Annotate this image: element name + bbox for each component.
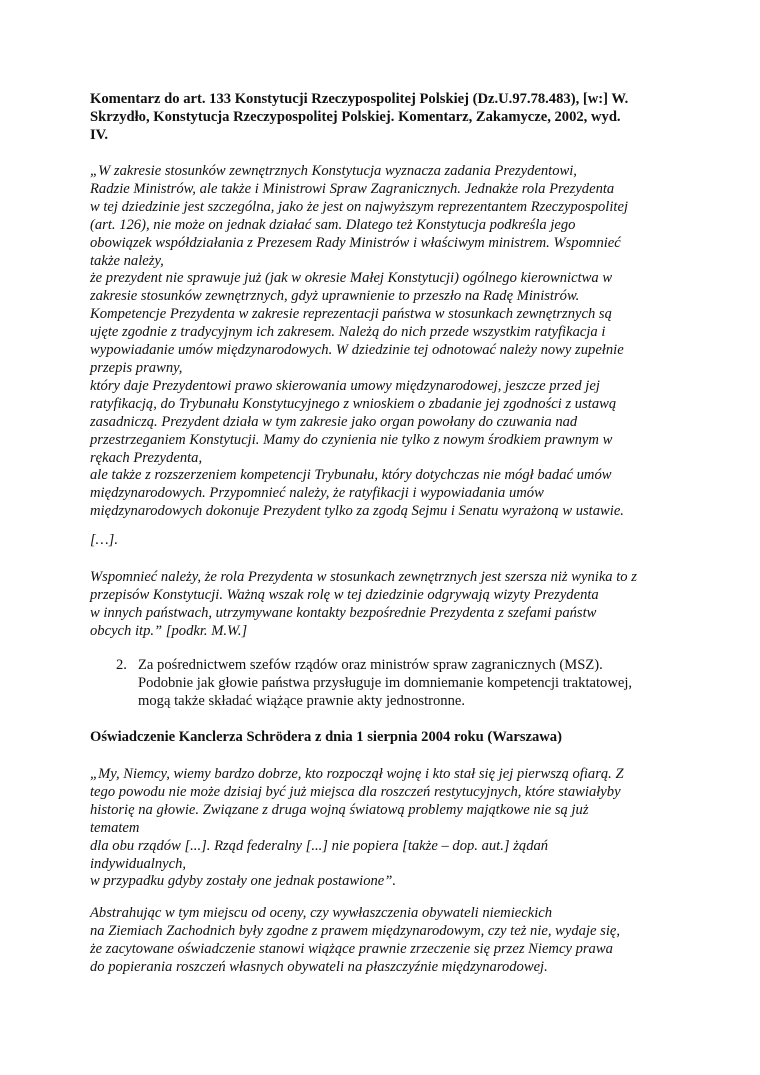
text-line: międzynarodowych dokonuje Prezydent tylko za zgodą Sejmu i Senatu wyrażoną w ustawie.: [90, 503, 624, 520]
text-line: Skrzydło, Konstytucja Rzeczypospolitej Polskiej. Komentarz, Zakamycze, 2002, wyd.: [90, 108, 621, 125]
text-line: rękach Prezydenta,: [90, 449, 203, 466]
closing-commentary: [90, 905, 680, 977]
text-line: ratyfikacją, do Trybunału Konstytucyjnego z wnioskiem o zbadanie jej zgodności z ustawą: [90, 395, 617, 412]
text-line: indywidualnych,: [90, 855, 187, 872]
list-item-text: [138, 657, 678, 711]
text-line: Kompetencje Prezydenta w zakresie reprezentacji państwa w stosunkach zewnętrznych są: [90, 306, 612, 323]
text-line: mogą także składać wiążące prawnie akty jednostronne.: [138, 692, 465, 709]
text-line: wypowiadanie umów międzynarodowych. W dziedzinie tej odnotować należy nowy zupełnie: [90, 342, 624, 359]
text-line: także należy,: [90, 252, 164, 269]
text-line: zasadniczą. Prezydent działa w tym zakresie jako organ powołany do czuwania nad: [90, 413, 578, 430]
text-line: Radzie Ministrów, ale także i Ministrowi Spraw Zagranicznych. Jednakże rola Prezydenta: [90, 180, 615, 197]
text-line: […].: [90, 532, 118, 548]
text-line: że prezydent nie sprawuje już (jak w okresie Małej Konstytucji) ogólnego kierownictwa w: [90, 270, 613, 287]
text-line: do popierania roszczeń własnych obywateli na płaszczyźnie międzynarodowej.: [90, 958, 548, 975]
text-line: przepisów Konstytucji. Ważną wszak rolę w tej dziedzinie odgrywają wizyty Prezydenta: [90, 586, 599, 603]
text-line: Abstrahując w tym miejscu od oceny, czy wywłaszczenia obywateli niemieckich: [90, 905, 553, 921]
text-line: obowiązek współdziałania z Prezesem Rady Ministrów i właściwym ministrem. Wspomnieć: [90, 234, 621, 251]
commentary-citation-heading: [90, 91, 680, 145]
text-line: przestrzeganiem Konstytucji. Mamy do czynienia nie tylko z nowym środkiem prawnym w: [90, 431, 613, 448]
text-line: ale także z rozszerzeniem kompetencji Trybunału, który dotychczas nie mógł badać umów: [90, 467, 612, 484]
text-line: który daje Prezydentowi prawo skierowania umowy międzynarodowej, jeszcze przed jej: [90, 377, 600, 394]
text-line: Oświadczenie Kanclerza Schrödera z dnia 1 sierpnia 2004 roku (Warszawa): [90, 729, 562, 745]
text-line: (art. 126), nie może on jednak działać sam. Dlatego też Konstytucja podkreśla jego: [90, 216, 576, 233]
text-line: międzynarodowych. Przypomnieć należy, że ratyfikacji i wypowiadania umów: [90, 485, 544, 502]
text-line: IV.: [90, 126, 108, 143]
commentary-quote: [90, 163, 680, 521]
text-line: „W zakresie stosunków zewnętrznych Konstytucja wyznacza zadania Prezydentowi,: [90, 163, 577, 179]
text-line: Podobnie jak głowie państwa przysługuje im domniemanie kompetencji traktatowej,: [138, 674, 633, 691]
text-line: ujęte zgodnie z tradycyjnym ich zakresem. Należą do nich przede wszystkim ratyfikacja i: [90, 324, 606, 341]
commentary-quote-continued: [90, 569, 680, 641]
text-line: obcych itp.” [podkr. M.W.]: [90, 622, 248, 639]
text-line: dla obu rządów [...]. Rząd federalny [...] nie popiera [także – dop. aut.] żądań: [90, 837, 549, 854]
schroeder-statement-heading: [90, 729, 680, 747]
text-line: na Ziemiach Zachodnich były zgodne z prawem międzynarodowym, czy też nie, wydaje się,: [90, 922, 621, 939]
text-line: Za pośrednictwem szefów rządów oraz ministrów spraw zagranicznych (MSZ).: [138, 657, 603, 673]
text-line: w innych państwach, utrzymywane kontakty bezpośrednie Prezydenta z szefami państw: [90, 604, 597, 621]
text-line: przepis prawny,: [90, 359, 183, 376]
list-number: 2.: [116, 657, 127, 673]
ellipsis-marker: [90, 532, 680, 550]
schroeder-quote: [90, 766, 680, 891]
text-line: tego powodu nie może dzisiaj być już miejsca dla roszczeń restytucyjnych, które stawiałyby: [90, 783, 621, 800]
text-line: zakresie stosunków zewnętrznych, gdyż uprawnienie to przeszło na Radę Ministrów.: [90, 288, 580, 305]
text-line: historię na głowie. Związane z druga wojną światową problemy majątkowe nie są już: [90, 801, 589, 818]
text-line: w przypadku gdyby zostały one jednak postawione”.: [90, 873, 397, 890]
text-line: że zacytowane oświadczenie stanowi wiążące prawnie zrzeczenie się przez Niemcy prawa: [90, 940, 613, 957]
text-line: „My, Niemcy, wiemy bardzo dobrze, kto rozpoczął wojnę i kto stał się jej pierwszą ofiarą. Z: [90, 766, 624, 782]
text-line: w tej dziedzinie jest szczególna, jako że jest on najwyższym reprezentantem Rzeczypospolitej: [90, 198, 628, 215]
text-line: tematem: [90, 819, 140, 836]
text-line: Komentarz do art. 133 Konstytucji Rzeczypospolitej Polskiej (Dz.U.97.78.483), [w:] W.: [90, 91, 629, 107]
text-line: Wspomnieć należy, że rola Prezydenta w stosunkach zewnętrznych jest szersza niż wynika to z: [90, 569, 637, 585]
